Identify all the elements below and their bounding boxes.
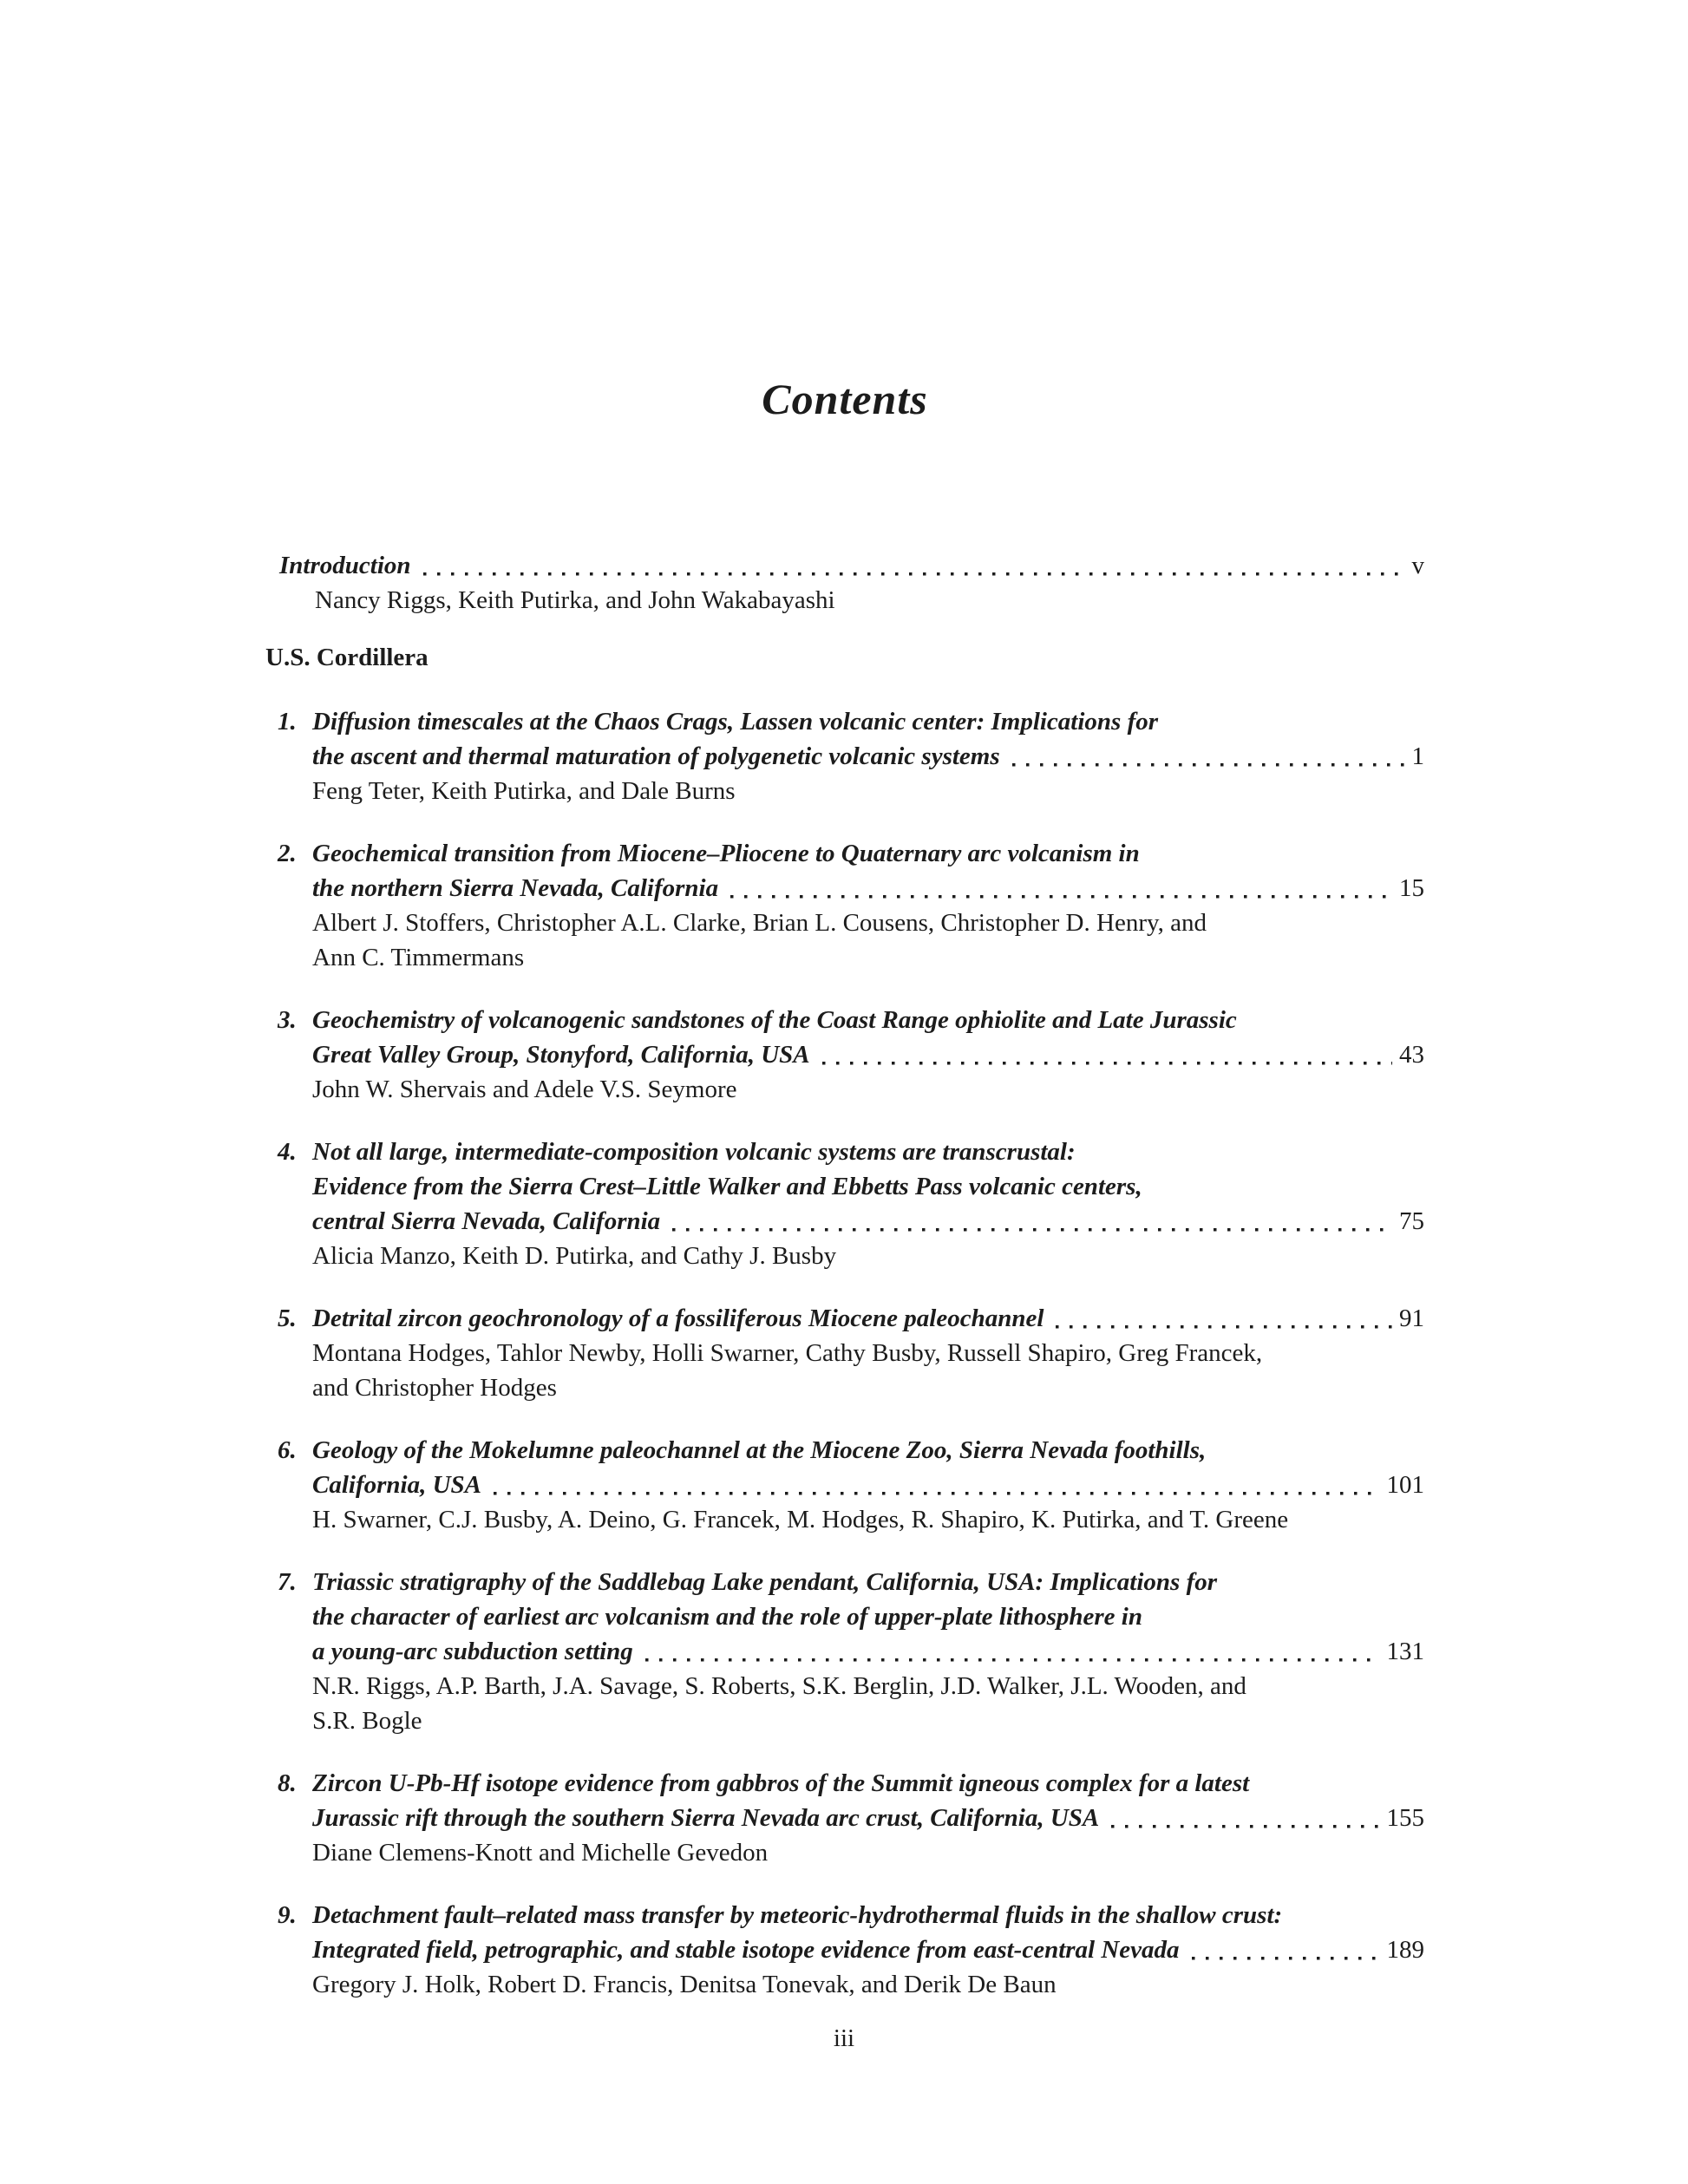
introduction-title: Introduction xyxy=(279,552,411,579)
entry-author-line: Alicia Manzo, Keith D. Putirka, and Cathy J. Busby xyxy=(312,1242,837,1270)
entry-page-number: 43 xyxy=(1399,1041,1424,1069)
entry-title-line: Diffusion timescales at the Chaos Crags, Lassen volcanic center: Implications for xyxy=(312,708,1159,736)
entry-title-line: Geology of the Mokelumne paleochannel at the Miocene Zoo, Sierra Nevada foothills, xyxy=(312,1436,1207,1464)
entry-body xyxy=(312,1301,1424,1405)
entry-author-line: N.R. Riggs, A.P. Barth, J.A. Savage, S. Roberts, S.K. Berglin, J.D. Walker, J.L. Wooden, and xyxy=(312,1672,1246,1700)
dot-leader xyxy=(1012,739,1405,774)
entry-title-line: Zircon U-Pb-Hf isotope evidence from gabbros of the Summit igneous complex for a latest xyxy=(312,1769,1250,1797)
entry-title-line: the character of earliest arc volcanism and the role of upper-plate lithosphere in xyxy=(312,1603,1142,1631)
entry-author-line: Diane Clemens-Knott and Michelle Gevedon xyxy=(312,1839,769,1867)
toc-entries xyxy=(265,704,1424,2002)
toc-entry xyxy=(265,1433,1424,1537)
introduction-title-line xyxy=(279,548,1424,583)
entry-number: 6. xyxy=(278,1436,297,1464)
entry-page-number: 75 xyxy=(1399,1207,1424,1235)
entry-title-text: Integrated field, petrographic, and stable isotope evidence from east-central Nevada xyxy=(312,1936,1180,1964)
introduction-authors: Nancy Riggs, Keith Putirka, and John Wakabayashi xyxy=(315,586,835,614)
entry-author-line: Albert J. Stoffers, Christopher A.L. Clarke, Brian L. Cousens, Christopher D. Henry, and xyxy=(312,909,1207,937)
entry-number: 4. xyxy=(278,1138,297,1166)
toc-entry xyxy=(265,1898,1424,2002)
entry-title-line: Geochemical transition from Miocene–Pliocene to Quaternary arc volcanism in xyxy=(312,840,1140,867)
dot-leader xyxy=(730,871,1392,906)
dot-leader xyxy=(645,1634,1380,1669)
entry-title-line xyxy=(312,1037,1424,1072)
entry-title-text: California, USA xyxy=(312,1471,481,1499)
toc-entry xyxy=(265,1766,1424,1870)
folio-page-number: iii xyxy=(833,2024,855,2052)
toc-entry xyxy=(265,1135,1424,1273)
entry-body xyxy=(312,1003,1424,1107)
entry-author-line: Gregory J. Holk, Robert D. Francis, Denitsa Tonevak, and Derik De Baun xyxy=(312,1971,1057,1998)
entry-page-number: 101 xyxy=(1386,1471,1424,1499)
entry-title-text: Jurassic rift through the southern Sierra Nevada arc crust, California, USA xyxy=(312,1804,1100,1832)
entry-title-text: a young-arc subduction setting xyxy=(312,1638,633,1665)
entry-title-text: the ascent and thermal maturation of polygenetic volcanic systems xyxy=(312,742,1000,770)
entry-title-line: Triassic stratigraphy of the Saddlebag Lake pendant, California, USA: Implications for xyxy=(312,1568,1218,1596)
dot-leader xyxy=(1056,1301,1392,1336)
entry-title-line xyxy=(312,739,1424,774)
entry-author-line: Ann C. Timmermans xyxy=(312,944,525,971)
entry-number: 2. xyxy=(278,840,297,867)
entry-author-line: S.R. Bogle xyxy=(312,1707,422,1735)
dot-leader xyxy=(672,1204,1392,1239)
entry-body xyxy=(312,1433,1424,1537)
toc-entry xyxy=(265,836,1424,975)
entry-number: 5. xyxy=(278,1305,297,1332)
entry-body xyxy=(312,1135,1424,1273)
entry-body xyxy=(312,704,1424,808)
entry-title-line xyxy=(312,871,1424,906)
entry-author-line: John W. Shervais and Adele V.S. Seymore xyxy=(312,1076,737,1103)
entry-title-line xyxy=(312,1301,1424,1336)
entry-title-line xyxy=(312,1801,1424,1835)
entry-body xyxy=(312,1766,1424,1870)
entry-page-number: 155 xyxy=(1386,1804,1424,1832)
entry-title-line xyxy=(312,1468,1424,1502)
dot-leader xyxy=(1192,1932,1380,1967)
entry-title-line xyxy=(312,1634,1424,1669)
toc-content xyxy=(265,0,1424,2030)
dot-leader xyxy=(1111,1801,1379,1835)
page-title: Contents xyxy=(762,375,928,423)
entry-page-number: 189 xyxy=(1386,1936,1424,1964)
toc-entry xyxy=(265,1565,1424,1738)
entry-title-line: Detachment fault–related mass transfer by meteoric-hydrothermal fluids in the shallow crust: xyxy=(312,1901,1283,1929)
entry-title-text: the northern Sierra Nevada, California xyxy=(312,874,719,902)
toc-entry xyxy=(265,1301,1424,1405)
entry-author-line: Feng Teter, Keith Putirka, and Dale Burns xyxy=(312,777,736,805)
entry-title-text: central Sierra Nevada, California xyxy=(312,1207,661,1235)
entry-number: 1. xyxy=(278,708,297,736)
entry-author-line: Montana Hodges, Tahlor Newby, Holli Swarner, Cathy Busby, Russell Shapiro, Greg Francek, xyxy=(312,1339,1263,1367)
dot-leader xyxy=(423,548,1405,583)
entry-body xyxy=(312,836,1424,975)
entry-title-text: Great Valley Group, Stonyford, California, USA xyxy=(312,1041,810,1069)
entry-number: 8. xyxy=(278,1769,297,1797)
entry-title-line: Not all large, intermediate-composition volcanic systems are transcrustal: xyxy=(312,1138,1076,1166)
entry-body xyxy=(312,1898,1424,2002)
entry-page-number: 15 xyxy=(1399,874,1424,902)
entry-title-line xyxy=(312,1204,1424,1239)
introduction-row xyxy=(279,548,1424,618)
entry-title-line: Geochemistry of volcanogenic sandstones of the Coast Range ophiolite and Late Jurassic xyxy=(312,1006,1237,1034)
entry-page-number: 1 xyxy=(1411,742,1424,770)
section-heading: U.S. Cordillera xyxy=(265,644,429,671)
entry-author-line: H. Swarner, C.J. Busby, A. Deino, G. Francek, M. Hodges, R. Shapiro, K. Putirka, and T. Greene xyxy=(312,1506,1289,1533)
dot-leader xyxy=(822,1037,1392,1072)
entry-page-number: 91 xyxy=(1399,1305,1424,1332)
entry-number: 3. xyxy=(278,1006,297,1034)
toc-entry xyxy=(265,1003,1424,1107)
entry-number: 7. xyxy=(278,1568,297,1596)
entry-body xyxy=(312,1565,1424,1738)
entry-author-line: and Christopher Hodges xyxy=(312,1374,557,1402)
toc-entry xyxy=(265,704,1424,808)
entry-title-text: Detrital zircon geochronology of a fossiliferous Miocene paleochannel xyxy=(312,1305,1044,1332)
entry-title-line xyxy=(312,1932,1424,1967)
entry-page-number: 131 xyxy=(1386,1638,1424,1665)
dot-leader xyxy=(494,1468,1380,1502)
entry-number: 9. xyxy=(278,1901,297,1929)
introduction-page-number: v xyxy=(1411,552,1424,579)
entry-title-line: Evidence from the Sierra Crest–Little Walker and Ebbetts Pass volcanic centers, xyxy=(312,1173,1142,1200)
